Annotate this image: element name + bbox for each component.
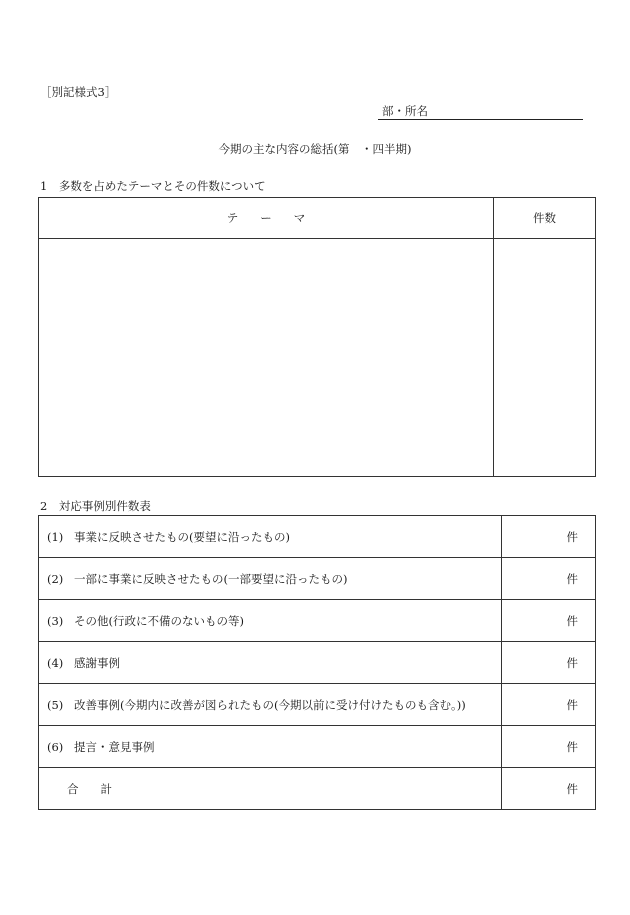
total-label-cell [39,768,502,810]
dept-name-blank-line [378,119,583,120]
theme-entry-area [39,239,494,477]
theme-table [38,197,596,477]
case-number: (3) [47,613,64,628]
dept-label: 部・所名 [382,104,428,118]
form-label: ［別記様式3］ [40,85,117,99]
count-unit: 件 [566,781,578,796]
count-unit-cell [502,642,596,684]
count-unit: 件 [566,655,578,670]
case-label: その他(行政に不備のないもの等) [74,613,244,628]
count-unit-cell [502,516,596,558]
case-label-cell [39,684,502,726]
case-label: 改善事例(今期内に改善が図られたもの(今期以前に受け付けたものも含む。)) [74,697,466,712]
case-label-cell [39,642,502,684]
count-header-label: 件数 [533,211,556,225]
document-title: 今期の主な内容の総括(第 ・四半期) [218,142,412,156]
total-unit-cell [502,768,596,810]
case-number: (1) [47,529,64,544]
table-row [39,684,596,726]
case-label-cell [39,516,502,558]
case-label: 事業に反映させたもの(要望に沿ったもの) [74,529,290,544]
case-label: 感謝事例 [74,655,120,670]
count-unit: 件 [566,697,578,712]
table-row [39,558,596,600]
case-label-cell [39,600,502,642]
case-number: (5) [47,697,64,712]
table-row [39,642,596,684]
total-label: 合計 [67,781,134,796]
count-unit-cell [502,726,596,768]
count-unit-cell [502,684,596,726]
case-number: (6) [47,739,64,754]
theme-header-cell [39,198,494,239]
count-entry-area [494,239,596,477]
section1-heading: 1 多数を占めたテーマとその件数について [40,179,266,193]
theme-table-body-row [39,239,596,477]
case-label: 一部に事業に反映させたもの(一部要望に沿ったもの) [74,571,348,586]
case-number: (4) [47,655,64,670]
case-label: 提言・意見事例 [74,739,155,754]
count-unit: 件 [566,529,578,544]
count-unit: 件 [566,571,578,586]
count-header-cell [494,198,596,239]
count-unit-cell [502,600,596,642]
section2-heading: 2 対応事例別件数表 [40,499,151,513]
total-row [39,768,596,810]
theme-header-label: テーマ [226,211,328,225]
table-row [39,516,596,558]
case-label-cell [39,726,502,768]
count-unit: 件 [566,613,578,628]
case-number: (2) [47,571,64,586]
table-row [39,600,596,642]
case-label-cell [39,558,502,600]
count-unit: 件 [566,739,578,754]
case-count-table [38,515,596,810]
table-row [39,726,596,768]
theme-table-header-row [39,198,596,239]
count-unit-cell [502,558,596,600]
